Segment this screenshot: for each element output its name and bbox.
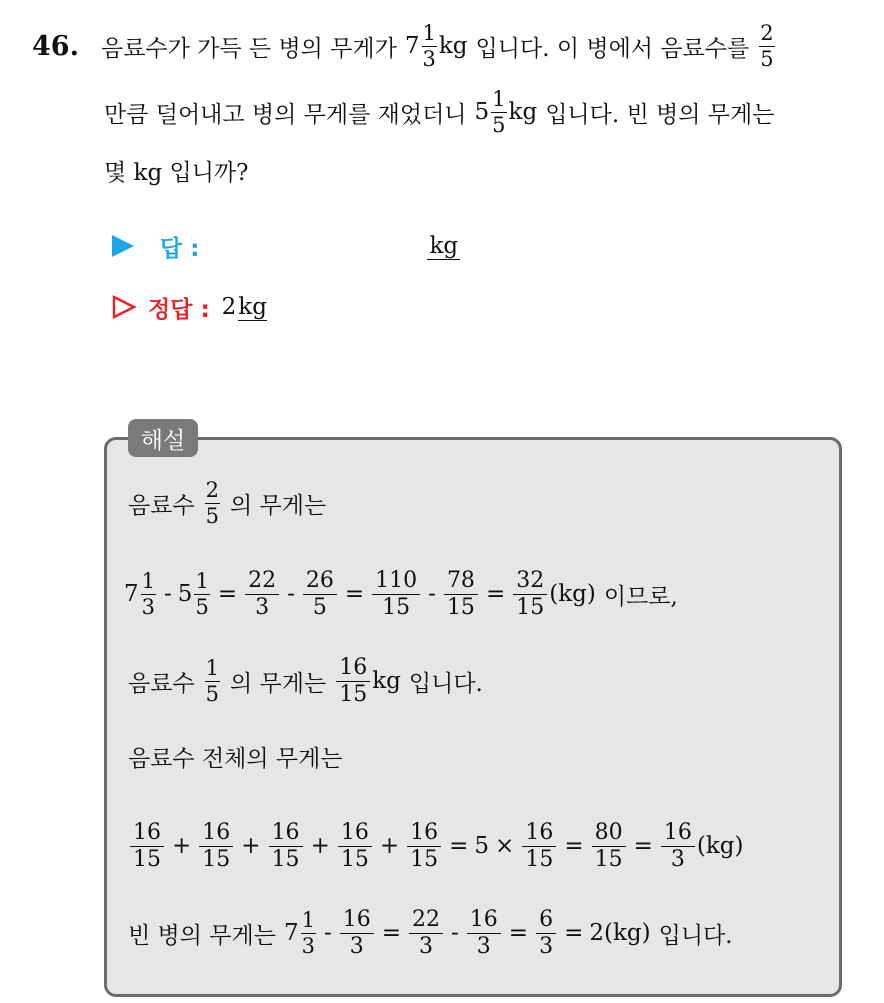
answer-blank-unit[interactable]: kg xyxy=(429,232,459,259)
outline-triangle-icon xyxy=(112,295,136,319)
explanation-tag: 해설 xyxy=(128,419,198,457)
play-triangle-icon xyxy=(112,235,134,257)
correct-answer-label: 정답 : xyxy=(148,296,210,323)
answer-label: 답 : xyxy=(160,235,200,262)
explanation-line-6: 빈 병의 무게는 7 $\frac{1}{3}$ - $\frac{16}{3}$ = $\frac{22}{3}$ - $\frac{16}{3}$ = $\frac{6}{3}$ = 2 (kg) 입니다. xyxy=(128,906,733,959)
fraction: $\frac{2}{5}$ xyxy=(760,20,774,71)
explanation-line-4: 음료수 전체의 무게는 xyxy=(128,745,343,772)
problem-text: 음료수가 가득 든 병의 무게가 xyxy=(100,35,397,62)
explanation-line-2: 7 $\frac{1}{3}$ - 5 $\frac{1}{5}$ = $\frac{22}{3}$ - $\frac{26}{5}$ = $\frac{110}{15}$ - $\frac{78}{15}$ = $\frac{32}{15}$ (kg) 이므로, xyxy=(124,567,678,620)
explanation-line-1: 음료수 $\frac{2}{5}$ 의 무게는 xyxy=(128,477,327,528)
correct-answer-value: 2 xyxy=(221,294,237,320)
problem-number: 46. xyxy=(32,30,79,62)
problem-line-1: 46. 음료수가 가득 든 병의 무게가 7 $\frac{1}{3}$ kg 입니다. 이 병에서 음료수를 $\frac{2}{5}$ xyxy=(32,20,774,71)
correct-answer-row xyxy=(112,289,267,325)
mixed-fraction: $\frac{1}{5}$ xyxy=(492,86,506,137)
answer-row xyxy=(112,228,460,264)
correct-answer-unit: kg xyxy=(238,293,267,320)
mixed-fraction: $\frac{1}{3}$ xyxy=(422,20,436,71)
problem-line-3: 몇 kg 입니까? xyxy=(104,159,249,186)
explanation-line-5: $\frac{16}{15}$ + $\frac{16}{15}$ + $\frac{16}{15}$ + $\frac{16}{15}$ + $\frac{16}{15}$ = 5 × $\frac{16}{15}$ = $\frac{80}{15}$ = $\frac{16}{3}$ (kg) xyxy=(128,817,744,875)
explanation-line-3: 음료수 $\frac{1}{5}$ 의 무게는 $\frac{16}{15}$ kg 입니다. xyxy=(128,654,483,707)
problem-line-2: 만큼 덜어내고 병의 무게를 재었더니 5 $\frac{1}{5}$ kg 입니다. 빈 병의 무게는 xyxy=(104,86,775,137)
